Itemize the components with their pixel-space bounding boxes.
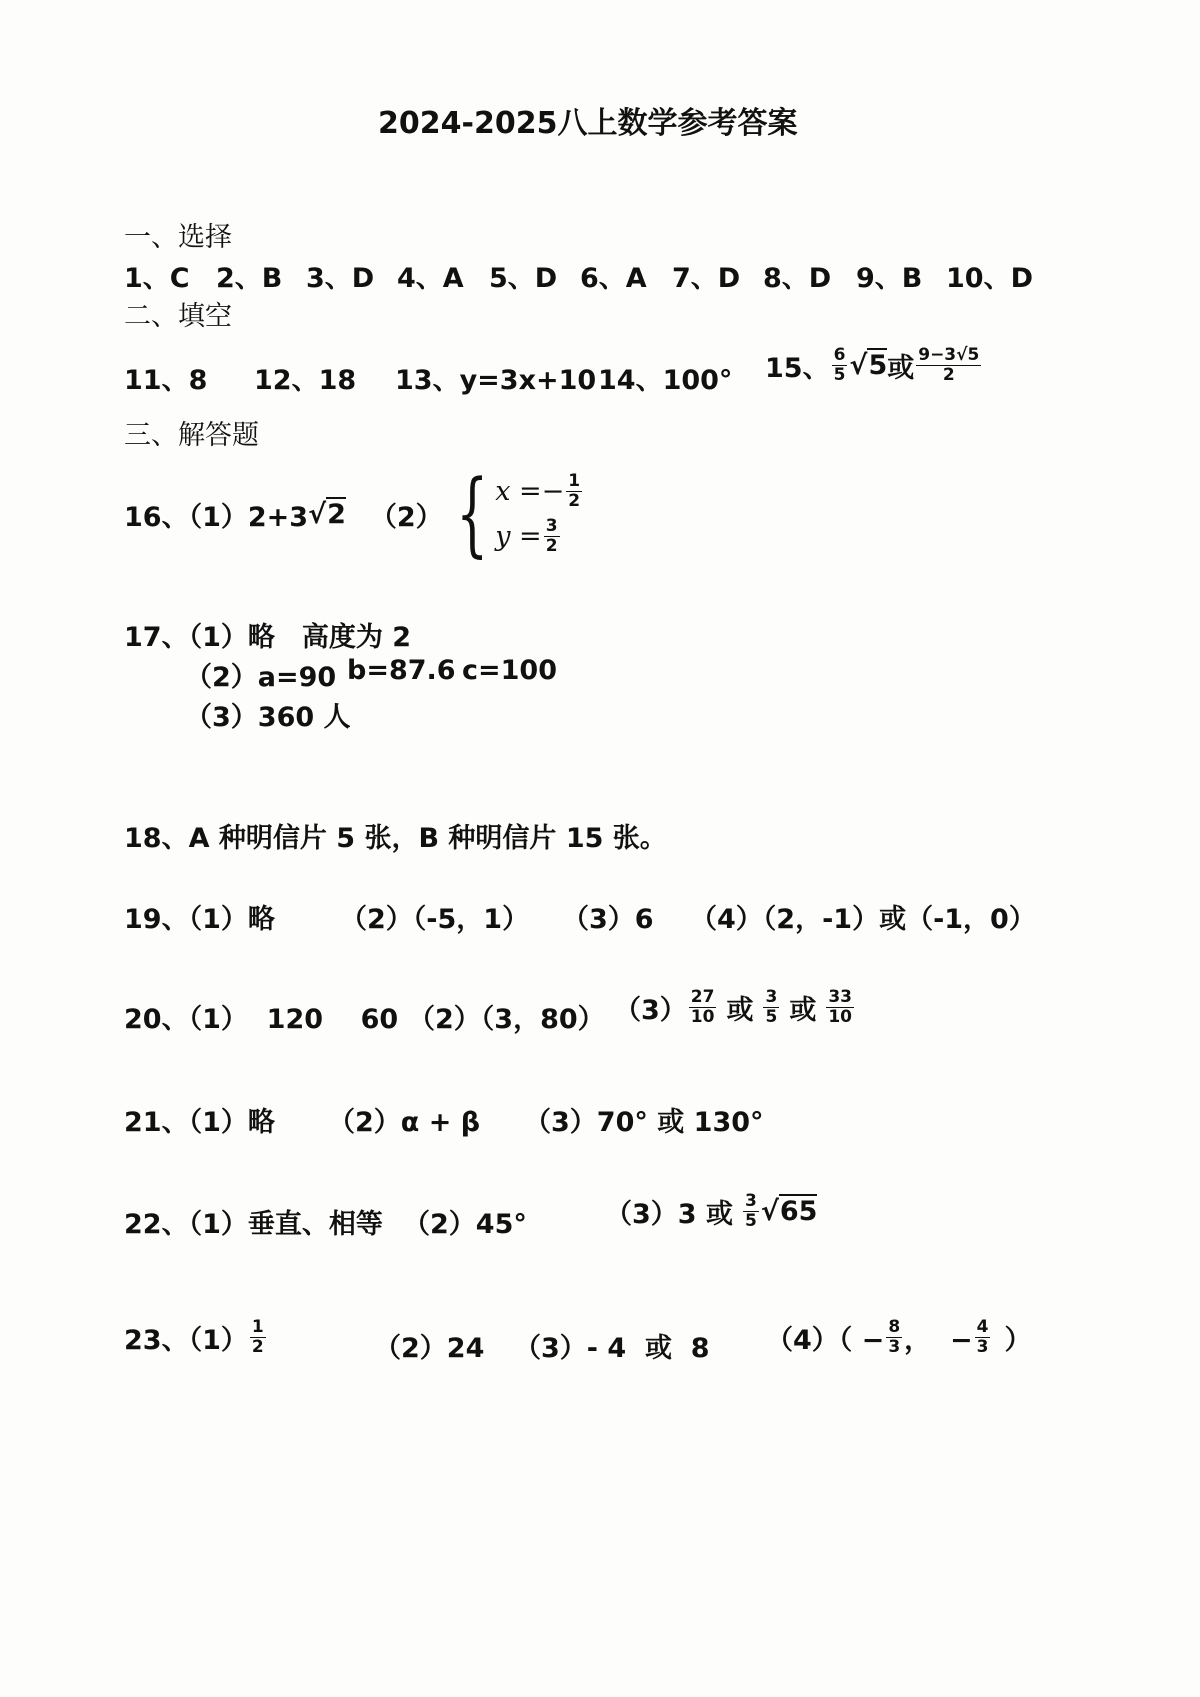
q15-radicand: 5 [868,350,888,381]
q16-y-line [495,517,584,556]
q16-x-lhs: x =− [495,476,565,507]
answer-18: 18、A 种明信片 5 张，B 种明信片 15 张。 [124,823,667,854]
q22-radicand: 65 [779,1196,818,1227]
q23-frac-1 [250,1318,266,1357]
q23-part1 [124,1318,268,1357]
q17-line2-c: c=100 [462,655,557,686]
section-heading-solve: 三、解答题 [124,420,259,451]
q23-part2: （2）24 [374,1333,485,1364]
section-heading-fill: 二、填空 [124,301,232,332]
fill-answer-15 [765,346,983,385]
q22-f-den: 5 [744,1211,757,1231]
q20-f2-den: 5 [765,1007,778,1027]
q15-or: 或 [887,353,915,384]
q23-f1-den: 2 [251,1337,264,1357]
q16-part1: 16、（1）2+3 [124,501,309,533]
q20-frac-1 [689,988,717,1027]
q21-part1: 21、（1）略 [124,1107,275,1138]
q16-y-num: 3 [545,516,558,536]
q23-p4-frac-1 [886,1318,902,1357]
q20-or-1: 或 [726,995,754,1026]
fill-answer-14: 14、100° [598,365,733,396]
q16-y-lhs: y = [495,521,542,552]
q16-equation-system [443,460,584,567]
q20-f3-den: 10 [828,1007,852,1027]
q15-f1-den: 5 [833,365,846,385]
q15-prefix: 15、 [765,353,830,384]
q16-y-den: 2 [545,536,558,556]
q19-part3: （3）6 [562,904,654,935]
q22-part1: 22、（1）垂直、相等 [124,1209,383,1240]
q22-part2: （2）45° [403,1209,527,1240]
q20-f2-num: 3 [765,987,778,1007]
q20-or-2: 或 [789,995,817,1026]
q23-p4-f1-num: 8 [888,1317,901,1337]
q15-f1-num: 6 [833,345,846,365]
choice-answer: 6、A [580,263,647,294]
q23-p4-close: ） [1004,1325,1032,1356]
q17-line3: （3）360 人 [185,702,351,733]
q15-f2-den: 2 [942,365,955,385]
q15-fraction-1 [832,346,848,385]
q15-f2-num: 9−3√5 [918,345,980,365]
q20-f1-den: 10 [690,1007,715,1027]
q19-part4: （4）（2，-1）或（-1，0） [690,904,1036,935]
q16-x-num: 1 [568,471,581,491]
q16-y-frac [544,517,560,556]
fill-answer-12: 12、18 [254,365,357,396]
q19-part1: 19、（1）略 [124,904,275,935]
section-heading-choice: 一、选择 [124,222,232,253]
choice-answer: 4、A [397,263,464,294]
q20-f1-num: 27 [690,987,715,1007]
choice-answer: 7、D [672,263,741,294]
choice-answer: 2、B [216,263,283,294]
q16-x-frac [566,472,582,511]
q22-f-num: 3 [744,1191,757,1211]
q20-part2: （2）（3，80） [408,1004,605,1035]
q22-part3-label: （3）3 或 [605,1199,733,1230]
q16-radicand: 2 [327,498,346,530]
q23-part3: （3）- 4 或 8 [514,1333,710,1364]
q20-frac-2 [763,988,779,1027]
choice-answer: 8、D [763,263,832,294]
page-title: 2024-2025八上数学参考答案 [378,106,798,141]
q22-part3 [605,1192,817,1231]
q20-part3-label: （3） [614,995,687,1026]
q16-x-den: 2 [568,491,581,511]
q23-p4-open: （4）（ − [766,1325,885,1356]
fill-answer-13: 13、y=3x+10 [395,365,597,396]
choice-answer: 5、D [489,263,558,294]
left-brace-icon: { [455,460,489,567]
q23-p4-f1-den: 3 [888,1337,901,1357]
choice-answer: 1、C [124,263,190,294]
q19-part2: （2）（-5，1） [340,904,530,935]
q17-line2-b: b=87.6 [347,655,456,686]
q16-x-line [495,472,584,511]
q21-part2: （2）α + β [328,1107,481,1138]
q17-line2-a: （2）a=90 [185,662,337,693]
answer-16 [124,460,584,567]
q23-p4-f2-den: 3 [976,1337,989,1357]
choice-answer: 9、B [856,263,923,294]
q22-sqrt: √65 [760,1196,818,1227]
choice-answer: 3、D [306,263,375,294]
q22-frac [743,1192,759,1231]
q20-part3 [614,988,856,1027]
q23-part4 [766,1318,1031,1357]
choice-answer: 10、D [946,263,1033,294]
q16-part2: （2） [369,501,443,533]
fill-answer-11: 11、8 [124,365,208,396]
q15-fraction-2 [916,346,981,385]
q15-sqrt: √5 [849,350,888,381]
q21-part3: （3）70° 或 130° [524,1107,764,1138]
q17-line1: 17、（1）略 高度为 2 [124,622,412,653]
q23-p4-f2-num: 4 [976,1317,989,1337]
q23-f1-num: 1 [251,1317,264,1337]
q20-frac-3 [826,988,854,1027]
q20-f3-num: 33 [828,987,852,1007]
q23-part1-label: 23、（1） [124,1325,248,1356]
q20-part1: 20、（1） 120 60 [124,1004,399,1035]
q16-sqrt: √2 [308,498,346,530]
q23-p4-comma: ， − [904,1325,973,1356]
q23-p4-frac-2 [975,1318,991,1357]
